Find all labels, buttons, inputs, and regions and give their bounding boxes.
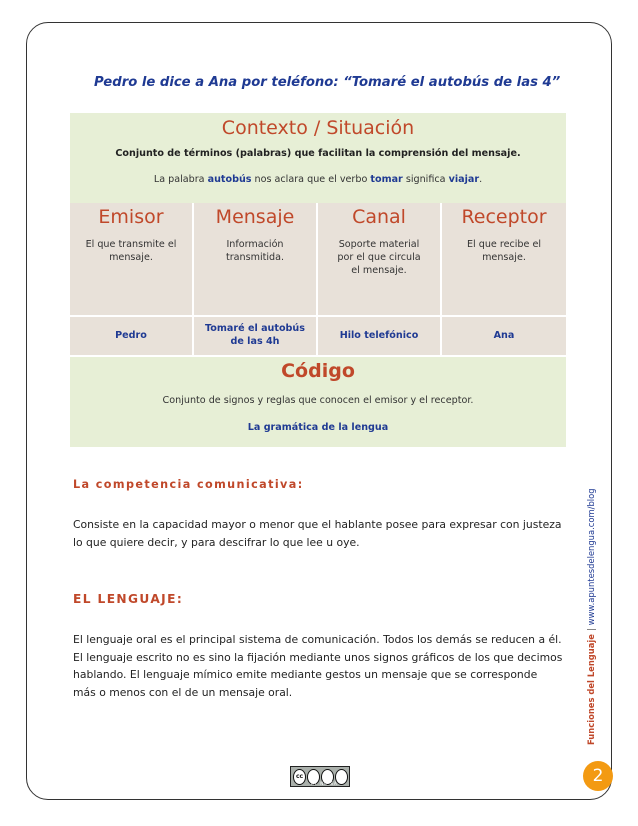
role-description: El que transmite el mensaje. xyxy=(85,239,177,263)
role-title: Receptor xyxy=(461,206,547,228)
context-example-pre: La palabra xyxy=(153,174,208,185)
role-example: Tomaré el autobús de las 4h xyxy=(205,323,305,347)
code-box xyxy=(70,355,566,447)
nc-label: NC xyxy=(320,781,329,786)
sidebar-title: Funciones del Lenguaje xyxy=(586,634,596,745)
context-keyword-autobus: autobús xyxy=(207,174,252,185)
creative-commons-by-nc-sa-icon xyxy=(290,766,350,787)
role-mensaje xyxy=(194,203,318,355)
role-emisor xyxy=(70,203,194,355)
role-description: Soporte material por el que circula el mensaje. xyxy=(337,239,421,276)
role-description: Información transmitida. xyxy=(225,239,285,263)
role-canal xyxy=(318,203,442,355)
role-example: Hilo telefónico xyxy=(339,329,419,341)
cc-icon: cc xyxy=(293,769,306,785)
role-description: El que recibe el mensaje. xyxy=(466,239,542,263)
roles-row xyxy=(70,203,566,355)
section-title-competencia: La competencia comunicativa: xyxy=(73,478,304,491)
context-title: Contexto / Situación xyxy=(221,117,415,139)
section-title-lenguaje: EL LENGUAJE: xyxy=(73,592,184,606)
example-heading: Pedro le dice a Ana por teléfono: “Tomaré el autobús de las 4” xyxy=(94,75,561,90)
cc-labels xyxy=(311,781,338,786)
code-title: Código xyxy=(281,360,355,382)
context-keyword-viajar: viajar xyxy=(448,174,480,185)
role-receptor xyxy=(442,203,566,355)
sa-label: SA xyxy=(330,781,338,786)
sidebar-url-link[interactable]: www.apuntesdelengua.com/blog xyxy=(586,488,596,626)
section-text-competencia: Consiste en la capacidad mayor o menor que el hablante posee para expresar con justeza lo que quiere decir, y para descifrar lo que lee u oye. xyxy=(73,518,562,549)
page-number: 2 xyxy=(583,761,613,791)
context-example-mid2: significa xyxy=(402,174,449,185)
sidebar-vertical-label xyxy=(586,455,596,745)
context-subtitle: Conjunto de términos (palabras) que facilitan la comprensión del mensaje. xyxy=(115,148,521,159)
section-text-lenguaje: El lenguaje oral es el principal sistema de comunicación. Todos los demás se reducen a él. El lenguaje escrito no es sino la fijación mediante unos signos gráficos de los que decimos hablando. El lenguaje mímico emite mediante gestos un mensaje que se corresponde más o menos con el de un mensaje oral. xyxy=(73,633,563,699)
role-example: Ana xyxy=(493,329,515,341)
code-example: La gramática de la lengua xyxy=(247,422,389,433)
communication-diagram xyxy=(70,113,566,447)
context-example-post: . xyxy=(479,174,483,185)
role-title: Canal xyxy=(352,206,406,228)
role-title: Mensaje xyxy=(215,206,295,228)
context-keyword-tomar: tomar xyxy=(370,174,403,185)
role-example: Pedro xyxy=(115,329,147,341)
context-example-mid1: nos aclara que el verbo xyxy=(251,174,371,185)
context-box xyxy=(70,113,566,203)
sidebar-separator: | xyxy=(586,628,596,632)
context-example xyxy=(70,174,566,185)
code-description: Conjunto de signos y reglas que conocen el emisor y el receptor. xyxy=(162,395,474,406)
by-label: BY xyxy=(311,781,318,786)
role-title: Emisor xyxy=(98,206,164,228)
